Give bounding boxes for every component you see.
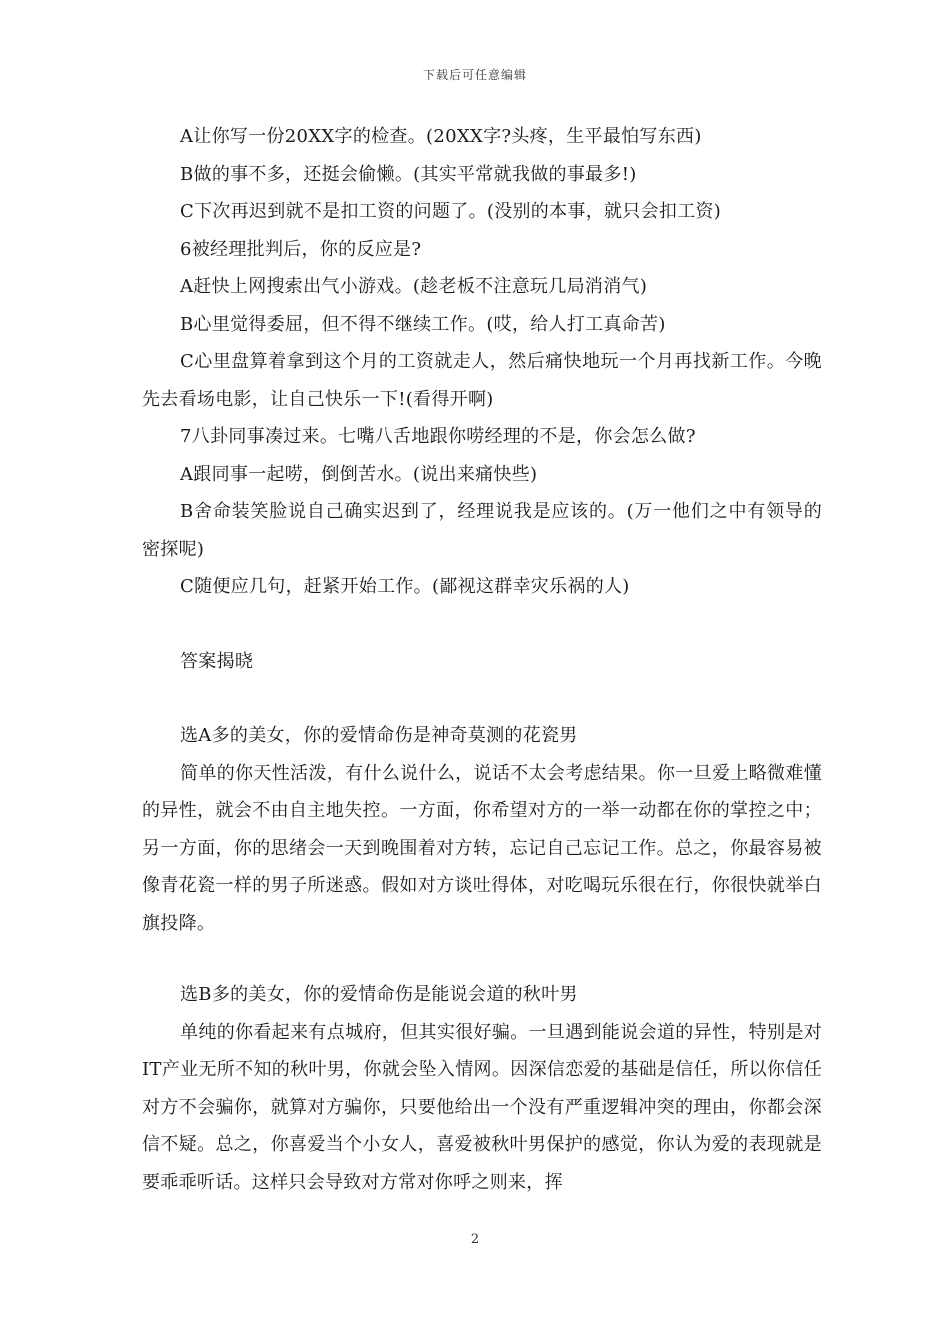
paragraph: B舍命装笑脸说自己确实迟到了，经理说我是应该的。(万一他们之中有领导的密探呢) — [142, 501, 822, 560]
paragraph: A跟同事一起唠，倒倒苦水。(说出来痛快些) — [180, 463, 538, 485]
section-a-body: 简单的你天性活泼，有什么说什么，说话不太会考虑结果。你一旦爱上略微难懂的异性，就会不由自主地失控。一方面，你希望对方的一举一动都在你的掌控之中；另一方面，你的思绪会一天到晚围着对方转，忘记自己忘记工作。总之，你最容易被像青花瓷一样的男子所迷惑。假如对方谈吐得体，对吃喝玩乐很在行，你很快就举白旗投降。 — [142, 762, 822, 934]
paragraph: A让你写一份20XX字的检查。(20XX字?头疼，生平最怕写东西) — [180, 126, 702, 147]
question-7: 7八卦同事凑过来。七嘴八舌地跟你唠经理的不是，你会怎么做? — [180, 426, 696, 447]
spacer — [142, 606, 822, 643]
paragraph: B心里觉得委屈，但不得不继续工作。(哎，给人打工真命苦) — [180, 313, 666, 335]
section-b-title: 选B多的美女，你的爱情命伤是能说会道的秋叶男 — [180, 984, 578, 1005]
paragraph: C随便应几句，赶紧开始工作。(鄙视这群幸灾乐祸的人) — [180, 576, 630, 597]
section-a-title: 选A多的美女，你的爱情命伤是神奇莫测的花瓷男 — [180, 725, 578, 746]
page-header: 下载后可任意编辑 — [422, 68, 527, 82]
section-b-body: 单纯的你看起来有点城府，但其实很好骗。一旦遇到能说会道的异性，特别是对IT产业无所不知的秋叶男，你就会坠入情网。因深信恋爱的基础是信任，所以你信任对方不会骗你，就算对方骗你，只要他给出一个没有严重逻辑冲突的理由，你都会深信不疑。总之，你喜爱当个小女人，喜爱被秋叶男保护的感觉，你认为爱的表现就是要乖乖听话。这样只会导致对方常对你呼之则来，挥 — [142, 1021, 822, 1193]
spacer — [142, 680, 822, 717]
spacer — [142, 942, 822, 976]
page-number: 2 — [470, 1232, 480, 1247]
answer-heading: 答案揭晓 — [180, 650, 254, 672]
paragraph: C心里盘算着拿到这个月的工资就走人，然后痛快地玩一个月再找新工作。今晚先去看场电影，让自己快乐一下!(看得开啊) — [142, 351, 822, 410]
paragraph: C下次再迟到就不是扣工资的问题了。(没别的本事，就只会扣工资) — [180, 201, 722, 222]
document-body — [142, 118, 822, 1201]
paragraph: A赶快上网搜索出气小游戏。(趁老板不注意玩几局消消气) — [180, 276, 648, 297]
question-6: 6被经理批判后，你的反应是? — [180, 238, 422, 260]
paragraph: B做的事不多，还挺会偷懒。(其实平常就我做的事最多!) — [180, 163, 637, 185]
